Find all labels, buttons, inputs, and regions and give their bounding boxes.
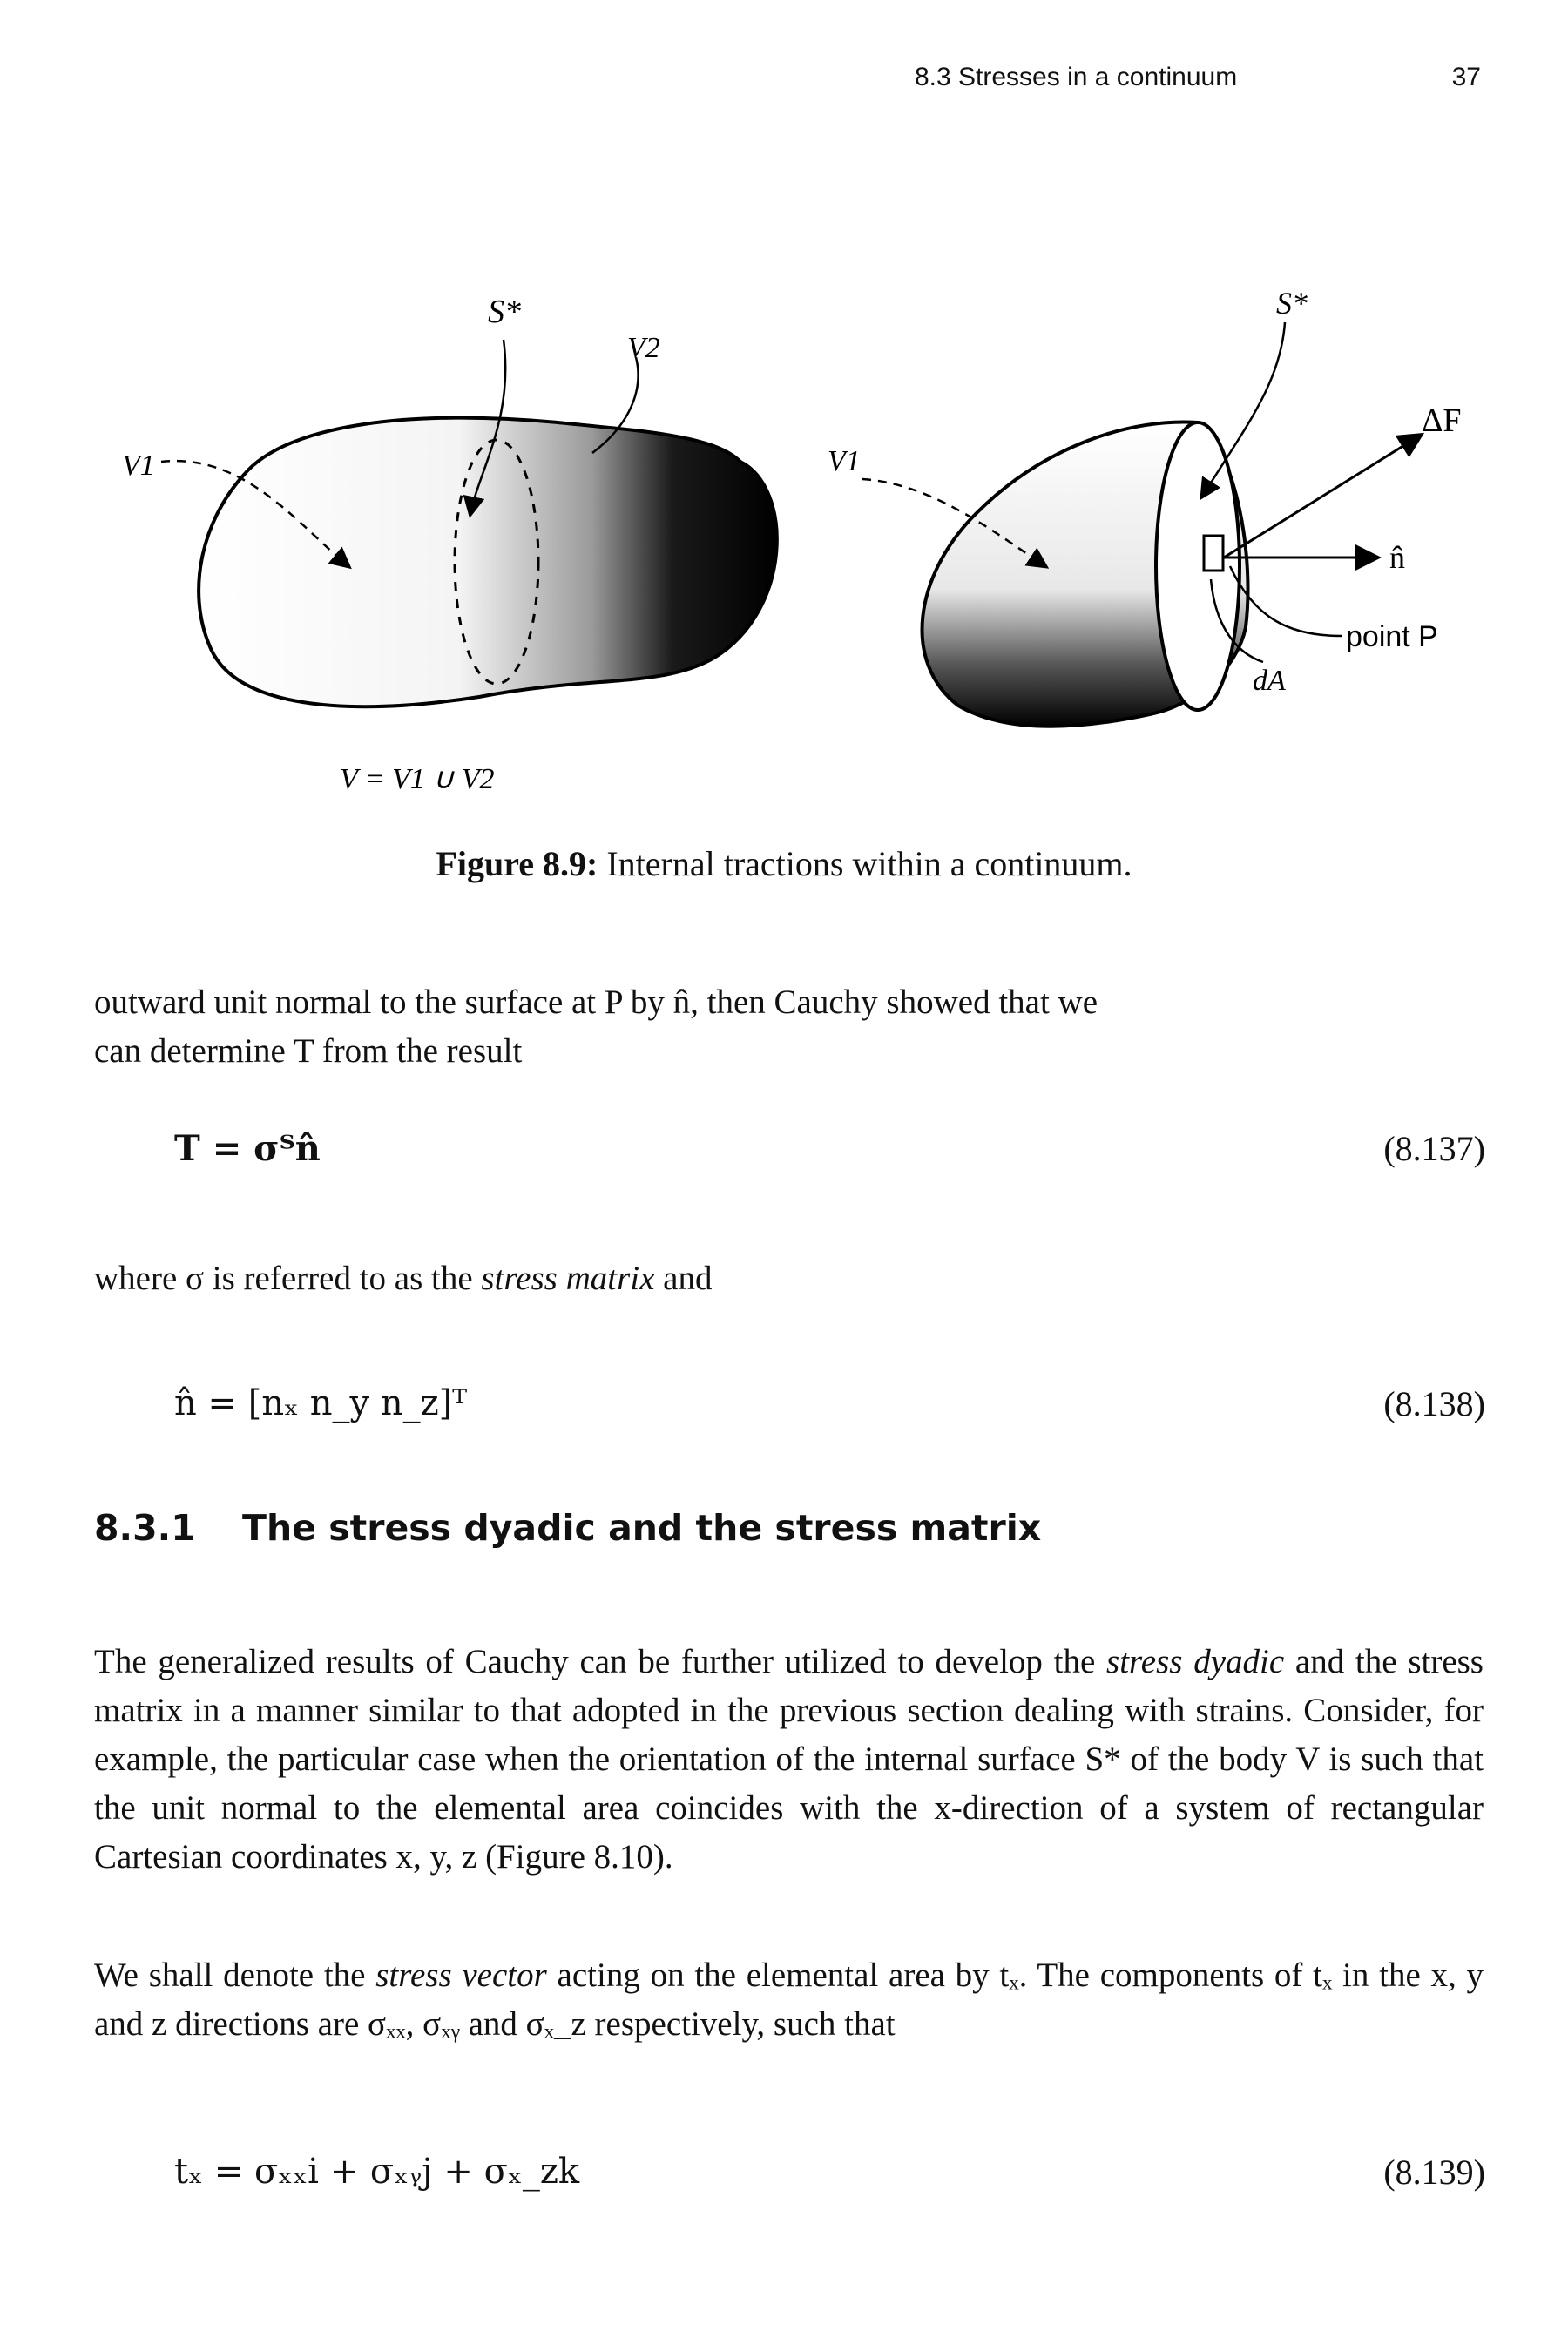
- subsection-title: The stress dyadic and the stress matrix: [242, 1507, 1042, 1549]
- right-label-df: ΔF: [1422, 402, 1462, 439]
- left-label-v1: V1: [122, 449, 155, 482]
- right-label-s: S*: [1276, 286, 1308, 321]
- paragraph-text: acting on the elemental area by tₓ. The components of tₓ in the x, y and z directions are σₓₓ, σₓᵧ and σₓ_z respectively, such that: [94, 1957, 1484, 2043]
- paragraph-stress-dyadic: [94, 1638, 1484, 1882]
- equation-body: T = σᵀn̂: [174, 1128, 321, 1169]
- right-label-point-p: point P: [1346, 620, 1438, 653]
- paragraph-text: and: [654, 1260, 713, 1297]
- figure-illustration: [105, 261, 1498, 836]
- elemental-area-dA: [1204, 536, 1223, 571]
- delta-f-arrow: [1224, 436, 1420, 558]
- left-label-v2: V2: [627, 332, 660, 364]
- header-section-title: 8.3 Stresses in a continuum: [915, 63, 1238, 91]
- figure-caption: [0, 843, 1568, 884]
- equation-number: (8.139): [1383, 2153, 1485, 2192]
- left-label-s: S*: [488, 294, 521, 330]
- right-body-diagram: [828, 286, 1462, 727]
- equation-body: tₓ = σₓₓi + σₓᵧj + σₓ_zk: [174, 2152, 580, 2192]
- caption-prefix: Figure 8.9:: [436, 844, 598, 883]
- figure-8-9: [105, 261, 1498, 836]
- emphasis-text: stress dyadic: [1106, 1643, 1285, 1680]
- equation-body: n̂ = [nₓ n_y n_z]ᵀ: [174, 1383, 468, 1423]
- paragraph-cauchy-intro: [94, 978, 1484, 1076]
- subsection-heading: [94, 1507, 1488, 1549]
- paragraph-stress-vector: [94, 1951, 1484, 2049]
- right-cut-face: [1156, 422, 1240, 710]
- paragraph-text: and the stress matrix in a manner similar to that adopted in the previous section dealing with strains. Consider, for example, the particular case when the orientation of the internal surface S* of the body V is such that the unit normal to the elemental area coincides with the x-direction of a system of rectangular Cartesian coordinates x, y, z (Figure 8.10).: [94, 1643, 1484, 1876]
- subsection-number: 8.3.1: [94, 1507, 196, 1549]
- paragraph-line: outward unit normal to the surface at P by n̂, then Cauchy showed that we: [94, 983, 1098, 1021]
- paragraph-text: The generalized results of Cauchy can be further utilized to develop the: [94, 1643, 1107, 1680]
- equation-number: (8.137): [1383, 1129, 1485, 1168]
- right-label-da: dA: [1253, 665, 1286, 697]
- equation-number: (8.138): [1383, 1384, 1485, 1423]
- emphasis-text: stress matrix: [481, 1260, 655, 1297]
- paragraph-line: can determine T from the result: [94, 1032, 523, 1070]
- emphasis-text: stress vector: [375, 1957, 547, 1994]
- paragraph-stress-matrix: [94, 1254, 1484, 1303]
- right-label-v1: V1: [828, 445, 861, 477]
- page-number: 37: [1451, 63, 1481, 91]
- caption-text: Internal tractions within a continuum.: [598, 844, 1132, 883]
- right-label-n: n̂: [1389, 540, 1405, 575]
- left-label-union: V = V1 ∪ V2: [340, 763, 495, 795]
- paragraph-text: We shall denote the: [94, 1957, 376, 1994]
- left-body-diagram: [122, 294, 777, 795]
- paragraph-text: where σ is referred to as the: [94, 1260, 482, 1297]
